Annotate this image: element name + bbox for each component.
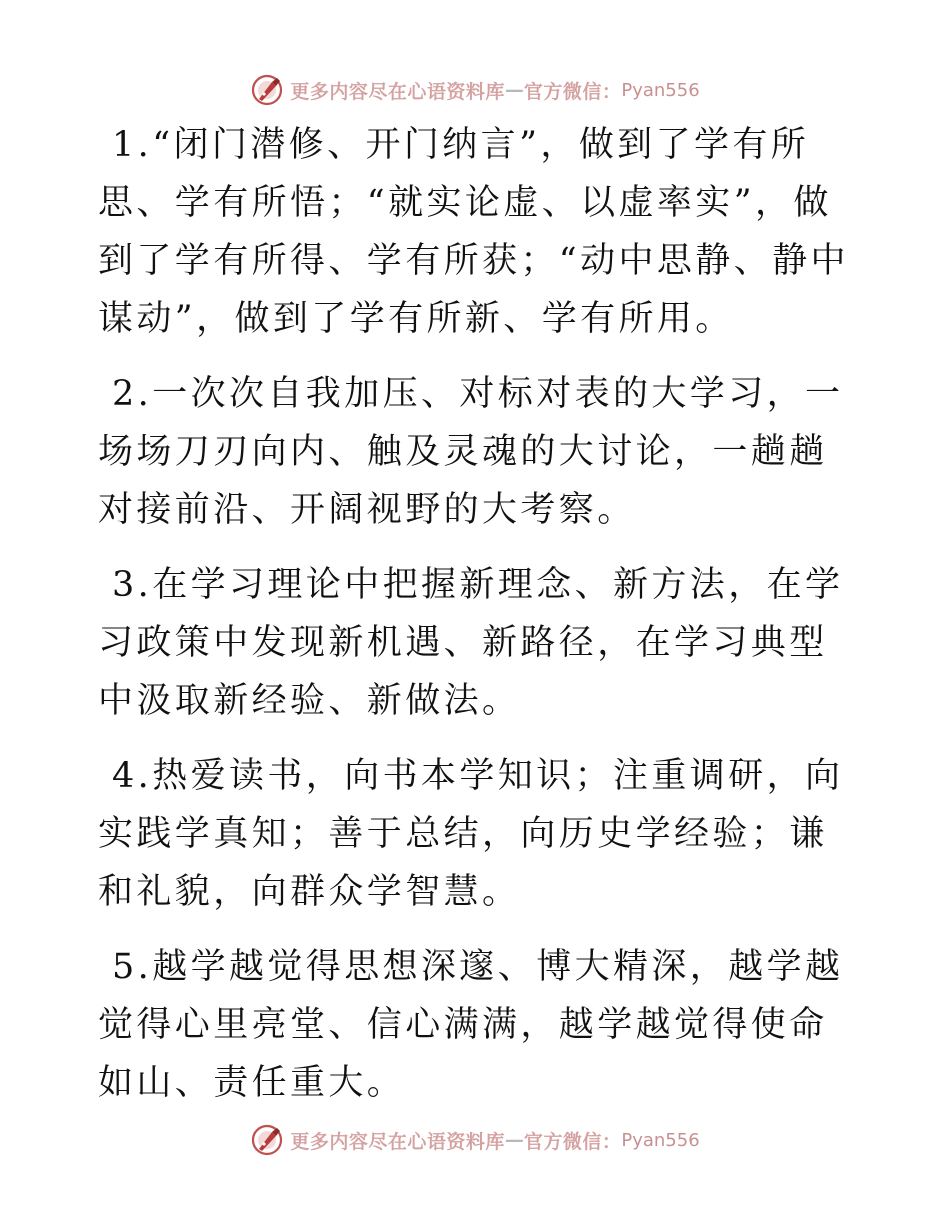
footer-watermark — [0, 1120, 950, 1160]
watermark-wechat-id: Pyan556 — [621, 1129, 700, 1151]
paragraph-5: 5.越学越觉得思想深邃、博大精深，越学越觉得心里亮堂、信心满满，越学越觉得使命如山、责任重大。 — [98, 947, 844, 1103]
paragraph-3: 3.在学习理论中把握新理念、新方法，在学习政策中发现新机遇、新路径，在学习典型中汲取新经验、新做法。 — [98, 565, 844, 721]
watermark-label: 官方微信： — [523, 80, 622, 103]
watermark-wechat-id: Pyan556 — [621, 79, 700, 101]
watermark-main-text: 更多内容尽在心语资料库 — [290, 1130, 505, 1153]
watermark-text — [290, 1127, 699, 1154]
paragraph-2: 2.一次次自我加压、对标对表的大学习，一场场刀刃向内、触及灵魂的大讨论，一趟趟对接前沿、开阔视野的大考察。 — [98, 374, 844, 530]
pen-nib-seal-icon — [250, 1123, 284, 1157]
watermark-label: 官方微信： — [523, 1130, 622, 1153]
paragraph-1: 1.“闭门潜修、开门纳言”，做到了学有所思、学有所悟；“就实论虚、以虚率实”，做到了学有所得、学有所获；“动中思静、静中谋动”，做到了学有所新、学有所用。 — [98, 125, 849, 339]
watermark-separator: — — [504, 1129, 524, 1151]
watermark-text — [290, 77, 699, 104]
watermark-main-text: 更多内容尽在心语资料库 — [290, 80, 505, 103]
watermark-separator: — — [504, 79, 524, 101]
paragraph-4: 4.热爱读书，向书本学知识；注重调研，向实践学真知；善于总结，向历史学经验；谦和礼貌，向群众学智慧。 — [98, 756, 844, 912]
header-watermark — [0, 70, 950, 110]
pen-nib-seal-icon — [250, 73, 284, 107]
document-body — [98, 116, 850, 1129]
